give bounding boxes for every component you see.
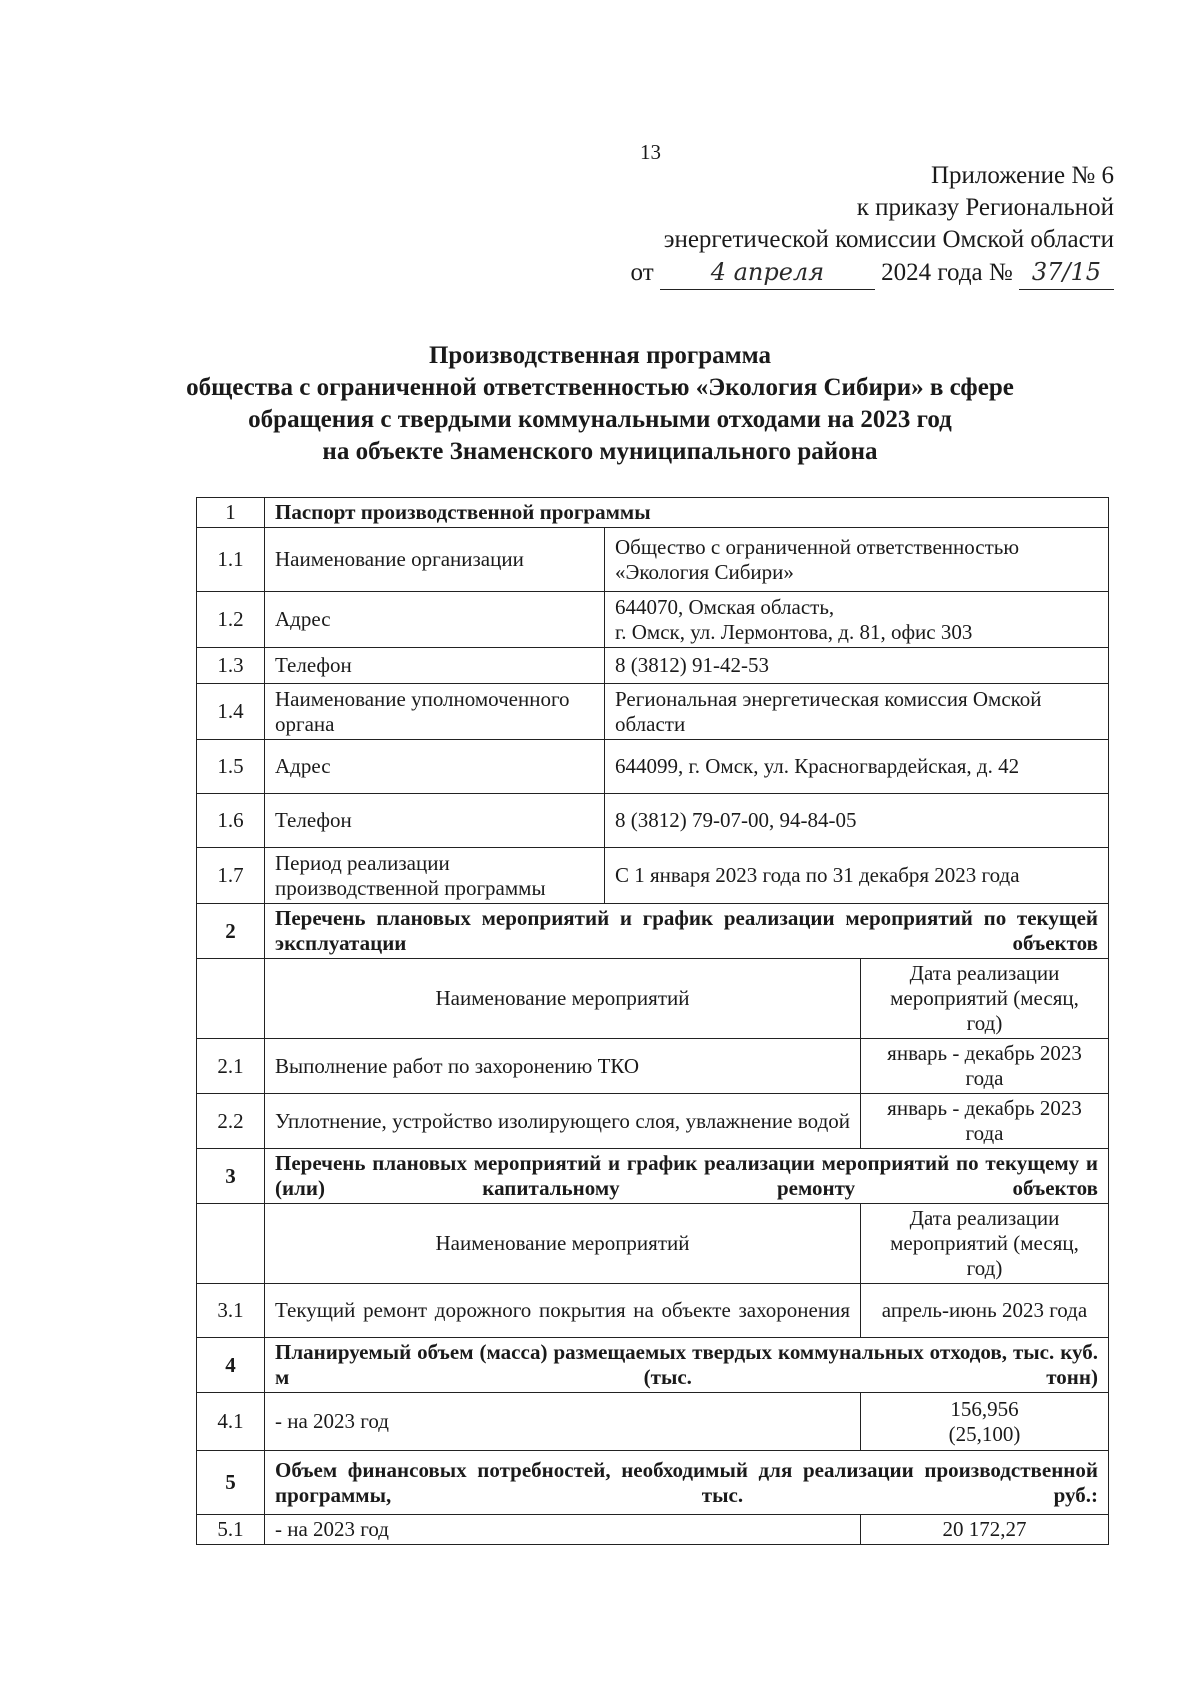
appendix-title: Приложение № 6 [930,162,1114,189]
section-title: Планируемый объем (масса) размещаемых твердых коммунальных отходов, тыс. куб. м (тыс. тонн) [265,1338,1109,1393]
row-value [861,1393,1109,1451]
section-row [197,498,1109,528]
row-number: 4.1 [197,1393,265,1451]
section-number: 1 [197,498,265,528]
table-row [197,1284,1109,1338]
handwritten-number: 37/15 [1031,258,1102,286]
row-value: Региональная энергетическая комиссия Омской области [605,684,1109,740]
title-line-2: общества с ограниченной ответственностью «Экология Сибири» в сфере [186,374,1014,401]
row-label: Период реализации производственной программы [265,848,605,904]
row-label: Адрес [265,592,605,648]
row-number: 1.7 [197,848,265,904]
row-value-line: г. Омск, ул. Лермонтова, д. 81, офис 303 [615,619,973,644]
row-value: 20 172,27 [861,1515,1109,1545]
table-header-row [197,959,1109,1039]
appendix-order-ref: к приказу Региональной [856,194,1114,221]
title-line-1: Производственная программа [428,342,772,369]
section-number: 4 [197,1338,265,1393]
appendix-commission: энергетической комиссии Омской области [663,226,1114,253]
row-number: 2.2 [197,1094,265,1149]
row-value: 8 (3812) 79-07-00, 94-84-05 [605,794,1109,848]
section-number: 2 [197,904,265,959]
row-label: Текущий ремонт дорожного покрытия на объекте захоронения [265,1284,861,1338]
table-row [197,1515,1109,1545]
column-header-name: Наименование мероприятий [265,959,861,1039]
row-label: Телефон [265,794,605,848]
row-value: апрель-июнь 2023 года [861,1284,1109,1338]
row-label: Адрес [265,740,605,794]
row-label: Уплотнение, устройство изолирующего слоя, увлажнение водой [265,1094,861,1149]
row-value: 8 (3812) 91-42-53 [605,648,1109,684]
row-number: 3.1 [197,1284,265,1338]
column-header-date: Дата реализации мероприятий (месяц, год) [861,959,1109,1039]
appendix-header [554,160,1114,290]
row-number: 1.1 [197,528,265,592]
table-row [197,592,1109,648]
row-value: Общество с ограниченной ответственностью «Экология Сибири» [605,528,1109,592]
row-number: 1.4 [197,684,265,740]
row-label: Выполнение работ по захоронению ТКО [265,1039,861,1094]
row-value [605,592,1109,648]
table-row [197,1393,1109,1451]
section-title: Объем финансовых потребностей, необходимый для реализации производственной программы, тыс. руб.: [265,1451,1109,1515]
section-title: Паспорт производственной программы [265,498,1109,528]
table-row [197,740,1109,794]
row-number: 1.5 [197,740,265,794]
row-label: - на 2023 год [265,1393,861,1451]
row-value-line: 644070, Омская область, [615,594,835,619]
row-label: Наименование уполномоченного органа [265,684,605,740]
title-line-3: обращения с твердыми коммунальными отходами на 2023 год [248,406,952,433]
handwritten-date: 4 апреля [710,258,825,286]
date-prefix: от [630,259,654,286]
date-field [660,256,875,290]
table-row [197,1094,1109,1149]
row-label: - на 2023 год [265,1515,861,1545]
row-number: 1.3 [197,648,265,684]
title-line-4: на объекте Знаменского муниципального района [322,438,878,465]
table-row [197,648,1109,684]
section-row [197,1451,1109,1515]
table-row [197,794,1109,848]
row-value: январь - декабрь 2023 года [861,1039,1109,1094]
number-field [1019,256,1114,290]
empty-cell [197,959,265,1039]
year-text: 2024 года № [881,259,1013,286]
section-title: Перечень плановых мероприятий и график реализации мероприятий по текущему и (или) капитальному ремонту объектов [265,1149,1109,1204]
section-number: 3 [197,1149,265,1204]
section-title: Перечень плановых мероприятий и график реализации мероприятий по текущей эксплуатации объектов [265,904,1109,959]
row-number: 5.1 [197,1515,265,1545]
row-label: Телефон [265,648,605,684]
row-value: январь - декабрь 2023 года [861,1094,1109,1149]
column-header-name: Наименование мероприятий [265,1204,861,1284]
row-number: 1.2 [197,592,265,648]
section-row [197,1338,1109,1393]
appendix-date-line [554,256,1114,290]
program-table [196,497,1109,1545]
section-number: 5 [197,1451,265,1515]
row-value: С 1 января 2023 года по 31 декабря 2023 года [605,848,1109,904]
table-row [197,684,1109,740]
section-row [197,1149,1109,1204]
table-row [197,848,1109,904]
document-title [120,340,1080,468]
table-row [197,528,1109,592]
row-number: 1.6 [197,794,265,848]
table-row [197,1039,1109,1094]
row-value-line: 156,956 [950,1396,1019,1421]
row-number: 2.1 [197,1039,265,1094]
row-label: Наименование организации [265,528,605,592]
table-header-row [197,1204,1109,1284]
column-header-date: Дата реализации мероприятий (месяц, год) [861,1204,1109,1284]
row-value-line: (25,100) [948,1421,1021,1446]
section-row [197,904,1109,959]
empty-cell [197,1204,265,1284]
row-value: 644099, г. Омск, ул. Красногвардейская, д. 42 [605,740,1109,794]
page-number: 13 [640,140,661,164]
